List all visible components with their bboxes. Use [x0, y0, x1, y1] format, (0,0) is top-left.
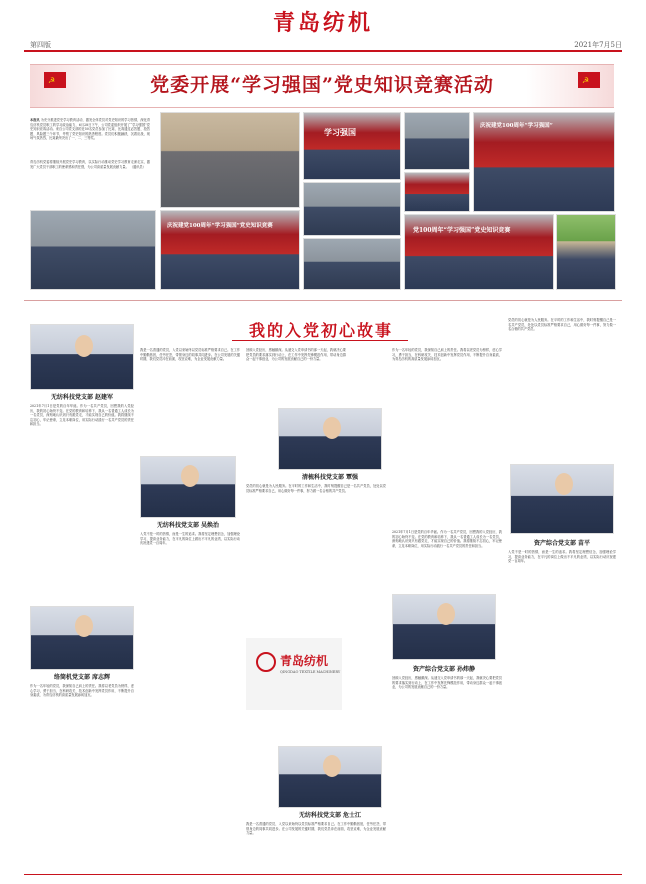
column-text: 回顾入党经历，感触颇深。从递交入党申请书的那一天起，我就决心要把党员的要求落实到行动上，在工作中发挥先锋模范作用，带动身边群众一起干事创业，为公司的发展贡献自己的一份力量。	[246, 348, 346, 362]
portrait-caption: 资产综合党支部 苗平	[533, 540, 591, 547]
photo-screen	[404, 172, 470, 212]
column-text: 作为一名年轻的党员，我深知自己肩上的责任。我将以老党员为榜样，虚心学习，勇于担当，在科研攻关、技术创新中发挥党员作用，不断提升自身素质，为青岛纺机的高质量发展添砖加瓦。	[30, 684, 134, 698]
footer-rule	[24, 874, 622, 875]
column-text: 入党不是一时的热情，而是一生的追求。我将坚定理想信念，加强理论学习，提高业务能力，在平凡的岗位上做出不平凡的业绩，以实际行动庆祝建党一百周年。	[140, 532, 240, 546]
portrait-photo	[510, 464, 614, 534]
logo-mark-icon	[256, 652, 276, 672]
photo-meeting	[303, 182, 401, 236]
article-body: 为充分推进党史学习教育活动，激发全体党员对党史知识的学习热情，深化青岛纺机党员职工的学习政治能力，6月28日下午，公司党委组织开展了“学习强国”党史知识竞赛活动。来自公司党支部的近50名党员参加了比赛，比赛通过必答题、抢答题、风险题三个环节，考察了党史知识的熟悉程度。党员们积极踊跃，沉着应战，现场气氛热烈，比赛最终决出了一、二、三等奖。	[30, 118, 150, 141]
stage-banner-text: 党100周年“学习强国”党史知识竞赛	[413, 227, 511, 234]
stage-banner-text: 庆祝建党100周年“学习强国”	[480, 123, 553, 129]
logo-name: 青岛纺机	[280, 654, 329, 668]
photo-group	[160, 210, 300, 290]
photo-contestants	[404, 112, 470, 170]
article-lead: 本报讯	[30, 118, 40, 122]
portrait-photo	[392, 594, 496, 660]
svg-text:☭: ☭	[48, 76, 56, 85]
issue-date: 2021年7月5日	[574, 41, 622, 49]
photo-stage	[303, 112, 401, 180]
issue-number: 第四版	[30, 41, 51, 49]
portrait-photo	[30, 606, 134, 670]
article-body-2: 青岛纺机党委将继续开展党史学习教育，以实际行动推动党史学习教育走深走实，激发广大党员干部职工的使命感和责任感，为公司高质量发展贡献力量。	[30, 160, 150, 169]
portrait-photo	[140, 456, 236, 518]
photo-award	[473, 112, 615, 212]
column-text: 党员的初心就是为人民服务。在平时的工作和生活中，我时刻提醒自己是一名共产党员，处处以党员标准严格要求自己，用心做好每一件事，努力做一名合格的共产党员。	[246, 484, 386, 493]
column-text: 回顾入党经历，感触颇深。从递交入党申请书的那一天起，我就决心要把党员的要求落实到行动上，在工作中发挥先锋模范作用，带动身边群众一起干事创业，为公司的发展贡献自己的一份力量。	[392, 676, 502, 690]
column-text: 我是一名普通的党员，入党以来始终以党员标准严格要求自己。在工作中勤勤恳恳，任劳任怨，带领身边的同事共同进步。在公司发展的关键时期，我们党员冲在前面，攻坚克难，为企业发展贡献力量。	[246, 822, 386, 836]
header-rule	[24, 50, 622, 52]
article-byline: （通讯员）	[129, 164, 146, 169]
column-title-wrap	[196, 318, 446, 341]
column-title: 我的入党初心故事	[248, 321, 393, 340]
masthead: 青岛纺机	[272, 10, 373, 36]
stage-banner-text: 学习强国	[324, 127, 356, 137]
column-text: 2021年7月1日是党的百年华诞。作为一名共产党员，回想我的入党经历，我的初心始终不变。在党的教育和培养下，我从一名普通工人成长为一名党员，深刻地认识到只有跟党走，才能实现自己的价值。我将继续不忘初心，牢记使命，立足本职岗位，用实际行动践行一名共产党员的责任和担当。	[30, 404, 134, 427]
portrait-caption: 无纺科技党支部 危士江	[298, 812, 362, 819]
photo-winners	[404, 214, 554, 290]
portrait-caption: 无纺科技党支部 赵建军	[50, 394, 114, 401]
section-divider	[24, 300, 622, 301]
logo-sub: QINGDAO TEXTILE MACHINERY	[280, 670, 341, 674]
column-text: 作为一名年轻的党员，我深知自己肩上的责任。我将以老党员为榜样，虚心学习，勇于担当，在科研攻关、技术创新中发挥党员作用，不断提升自身素质，为青岛纺机的高质量发展添砖加瓦。	[392, 348, 502, 362]
svg-text:☭: ☭	[582, 76, 590, 85]
portrait-caption: 清梳科技党支部 覃强	[301, 474, 359, 481]
column-text: 党员的初心就是为人民服务。在平时的工作和生活中，我时刻提醒自己是一名共产党员，处处以党员标准严格要求自己，用心做好每一件事，努力做一名合格的共产党员。	[508, 318, 616, 332]
photo-building	[160, 112, 300, 208]
portrait-photo	[278, 746, 382, 808]
photo-audience	[30, 210, 156, 290]
portrait-photo	[278, 408, 382, 470]
headline-title: 党委开展“学习强国”党史知识竞赛活动	[150, 74, 494, 96]
column-text: 入党不是一时的热情，而是一生的追求。我将坚定理想信念，加强理论学习，提高业务能力，在平凡的岗位上做出不平凡的业绩，以实际行动庆祝建党一百周年。	[508, 550, 616, 564]
column-text: 我是一名普通的党员，入党以来始终以党员标准严格要求自己。在工作中勤勤恳恳，任劳任怨，带领身边的同事共同进步。在公司发展的关键时期，我们党员冲在前面，攻坚克难，为企业发展贡献力量。	[140, 348, 240, 362]
portrait-caption: 络筒机党支部 席志辉	[53, 674, 111, 681]
photo-hall	[303, 238, 401, 290]
stage-banner-text: 庆祝建党100周年“学习强国”党史知识竞赛	[167, 223, 273, 229]
column-text: 2021年7月1日是党的百年华诞。作为一名共产党员，回想我的入党经历，我的初心始终不变。在党的教育和培养下，我从一名普通工人成长为一名党员，深刻地认识到只有跟党走，才能实现自己的价值。我将继续不忘初心，牢记使命，立足本职岗位，用实际行动践行一名共产党员的责任和担当。	[392, 530, 502, 548]
title-underline	[232, 340, 408, 341]
portrait-caption: 无纺科技党支部 吴焕治	[156, 522, 220, 529]
portrait-caption: 资产综合党支部 孙炜静	[412, 666, 476, 673]
photo-outdoor	[556, 214, 616, 290]
portrait-photo	[30, 324, 134, 390]
company-logo	[246, 638, 342, 710]
